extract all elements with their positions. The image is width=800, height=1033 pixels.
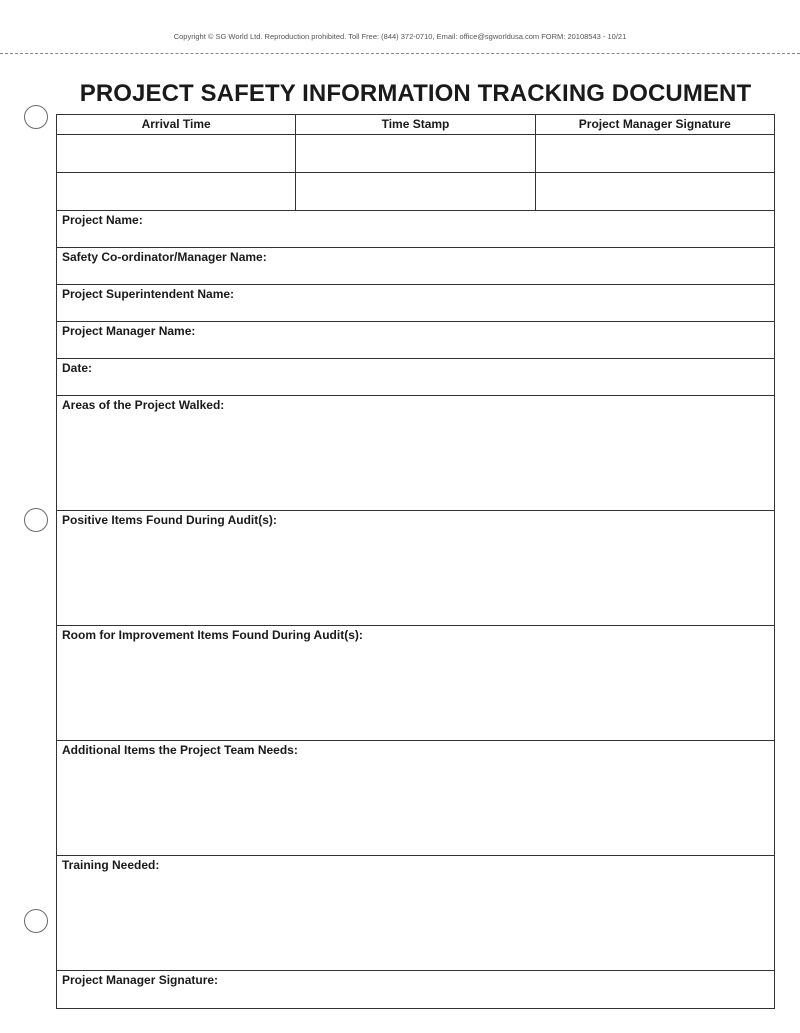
perforation-line bbox=[0, 53, 800, 54]
positive-items-label: Positive Items Found During Audit(s): bbox=[62, 513, 277, 527]
additional-items-label: Additional Items the Project Team Needs: bbox=[62, 743, 298, 757]
arrival-time-cell[interactable] bbox=[57, 135, 296, 172]
positive-items-field[interactable] bbox=[57, 511, 774, 626]
column-header-pm-signature: Project Manager Signature bbox=[578, 117, 731, 131]
document-title: PROJECT SAFETY INFORMATION TRACKING DOCUMENT bbox=[79, 80, 752, 107]
pm-signature-cell[interactable] bbox=[536, 135, 774, 172]
training-needed-field[interactable] bbox=[57, 856, 774, 971]
safety-coordinator-label: Safety Co-ordinator/Manager Name: bbox=[62, 250, 267, 264]
training-needed-label: Training Needed: bbox=[62, 858, 160, 872]
project-manager-label: Project Manager Name: bbox=[62, 324, 196, 338]
column-header-arrival-time: Arrival Time bbox=[57, 115, 296, 134]
punch-hole-bottom bbox=[24, 909, 48, 933]
table-row bbox=[57, 135, 774, 173]
project-manager-field[interactable] bbox=[57, 322, 774, 359]
pm-signature-cell[interactable] bbox=[536, 173, 774, 210]
areas-walked-label: Areas of the Project Walked: bbox=[62, 398, 225, 412]
date-label: Date: bbox=[62, 361, 93, 375]
improvement-items-label: Room for Improvement Items Found During Audit(s): bbox=[62, 628, 363, 642]
superintendent-label: Project Superintendent Name: bbox=[62, 287, 235, 301]
table-row bbox=[57, 173, 774, 211]
pm-signature-label: Project Manager Signature: bbox=[62, 973, 219, 987]
arrival-time-cell[interactable] bbox=[57, 173, 296, 210]
project-name-field[interactable] bbox=[57, 211, 774, 248]
safety-coordinator-field[interactable] bbox=[57, 248, 774, 285]
column-header-time-stamp: Time Stamp bbox=[296, 115, 535, 134]
punch-hole-top bbox=[24, 105, 48, 129]
column-header-row bbox=[57, 115, 774, 135]
time-stamp-cell[interactable] bbox=[296, 173, 535, 210]
pm-signature-field[interactable] bbox=[57, 971, 774, 1008]
copyright-notice: Copyright © SG World Ltd. Reproduction prohibited. Toll Free: (844) 372-0710, Email: office@sgworldusa.com FORM: 20108543 - 10/21 bbox=[173, 32, 627, 41]
project-name-label: Project Name: bbox=[62, 213, 143, 227]
superintendent-field[interactable] bbox=[57, 285, 774, 322]
time-stamp-cell[interactable] bbox=[296, 135, 535, 172]
additional-items-field[interactable] bbox=[57, 741, 774, 856]
punch-hole-middle bbox=[24, 508, 48, 532]
improvement-items-field[interactable] bbox=[57, 626, 774, 741]
areas-walked-field[interactable] bbox=[57, 396, 774, 511]
safety-form bbox=[56, 114, 775, 1009]
date-field[interactable] bbox=[57, 359, 774, 396]
